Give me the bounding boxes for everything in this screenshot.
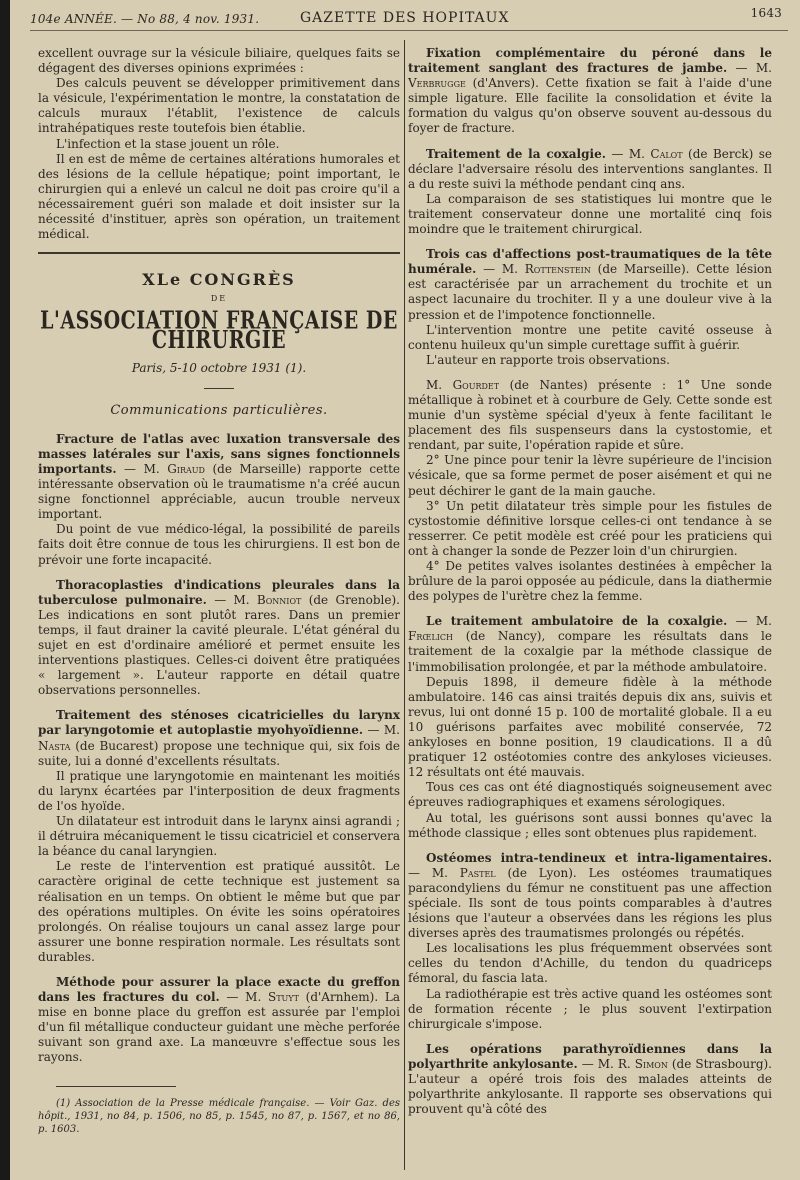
article-author: — M. Rottenstein xyxy=(483,262,591,277)
article-paragraph: Le reste de l'intervention est pratiqué aussitôt. Le caractère original de cette technique est justement sa réalisation en un temps. On obtient le même but que par des opérations multiples. On évite les soins opératoires prolongés. On réalise toujours un canal assez large pour assurer une bonne respiration normale. Les résultats sont durables. xyxy=(38,859,400,964)
article-heading: Méthode pour assurer la place exacte du greffon dans les fractures du col. xyxy=(38,974,400,1005)
article-heading: Le traitement ambulatoire de la coxalgie. xyxy=(426,614,728,629)
intro-paragraph: Il en est de même de certaines altérations humorales et des lésions de la cellule hépatique; point important, le chirurgien qui a enlevé un calcul ne doit pas croire qu'il a nécessairement guéri son malade et doit insister sur la nécessité d'instituer, après son opération, un traitement médical. xyxy=(38,151,400,242)
article-heading: Fixation complémentaire du péroné dans le traitement sanglant des fractures de jambe. xyxy=(408,46,772,76)
article-paragraph: 3° Un petit dilatateur très simple pour les fistules de cystostomie définitive lorsque celles-ci ont tendance à se resserrer. Ce petit modèle est créé pour les praticiens qui ont à changer la sonde de Pezzer loin d'un chirurgien. xyxy=(408,498,772,558)
article-text: (de Strasbourg). L'auteur a opéré trois fois des malades atteints de polyarthrite ankylosante. Il rapporte ses observations qui prouvent qu'à côté des xyxy=(408,1056,772,1117)
article-text: (d'Arnhem). La mise en bonne place du greffon est assurée par l'emploi d'un fil métallique conducteur guidant une mèche perforée suivant son grand axe. La manœuvre s'effectue sous les rayons. xyxy=(38,990,400,1065)
article-text: (de Nantes) présente : 1° Une sonde métallique à robinet et à courbure de Gely. Cette sonde est munie d'un système spécial d'yeux à fente facilitant le placement des fils suspenseurs dans la cystostomie, et rendant, par suite, l'opération rapide et sûre. xyxy=(408,377,773,453)
article-paragraph: La radiothérapie est très active quand les ostéomes sont de formation récente ; le plus souvent l'extirpation chirurgicale s'impose. xyxy=(408,986,772,1031)
article-paragraph: Du point de vue médico-légal, la possibilité de pareils faits doit être connue de tous les chirurgiens. Il est bon de prévoir une forte incapacité. xyxy=(38,522,400,567)
article-author: — M. Bonniot xyxy=(214,592,302,607)
article-text: (de Grenoble). Les indications en sont plutôt rares. Dans un premier temps, il faut drainer la cavité pleurale. L'état général du sujet en est d'ordinaire amélioré et permet ensuite les interventions plastiques. Celles-ci doivent être pratiquées « largement ». L'auteur rapporte en détail quatre observations personnelles. xyxy=(38,592,400,698)
congress-de: DE xyxy=(210,294,228,304)
intro-paragraph: Des calculs peuvent se développer primitivement dans la vésicule, l'expérimentation le montre, la constatation de calculs muraux l'établit, l'existence de calculs intrahépatiques reste toutefois bien établie. xyxy=(38,76,400,136)
article-text: (de Marseille). Cette lésion est caractérisée par un arrachement du trochite et un aspect lacunaire du trochiter. Il y a une douleur vive à la pression et de l'impotence fonctionnelle. xyxy=(408,262,772,322)
article-paragraph: 2° Une pince pour tenir la lèvre supérieure de l'incision vésicale, que sa forme permet de poser aisément et qui ne peut déchirer le gant de la main gauche. xyxy=(408,453,772,498)
article-author: — M. Giraud xyxy=(124,461,205,476)
column-divider xyxy=(404,40,405,1170)
page-number: 1643 xyxy=(750,6,782,20)
article xyxy=(408,378,772,604)
article xyxy=(408,247,772,368)
article-author: — M. R. Simon xyxy=(581,1056,668,1071)
article-paragraph: Un dilatateur est introduit dans le larynx ainsi agrandi ; il détruira mécaniquement le tissu cicatriciel et conservera la béance du canal laryngien. xyxy=(38,814,400,859)
article-paragraph: La comparaison de ses statistiques lui montre que le traitement conservateur donne une mortalité cinq fois moindre que le traitement chirurgical. xyxy=(408,191,772,237)
article-author: — M. Nasta xyxy=(38,723,400,753)
intro-paragraph: excellent ouvrage sur la vésicule biliaire, quelques faits se dégagent des diverses opinions exprimées : xyxy=(38,46,400,76)
short-rule xyxy=(204,388,234,389)
article-text: (de Nancy), compare les résultats dans le traitement de la coxalgie par la méthode classique de l'immobilisation prolongée, et par la méthode ambulatoire. xyxy=(408,629,772,674)
article-text: (de Marseille) rapporte cette intéressante observation où le traumatisme n'a créé aucun signe fonctionnel appréciable, aucun trouble nerveux important. xyxy=(38,461,400,522)
article-text: (de Bucarest) propose une technique qui, six fois de suite, lui a donné d'excellents résultats. xyxy=(38,738,400,768)
article-author: — M. Verbrugge xyxy=(408,61,773,91)
journal-title: GAZETTE DES HOPITAUX xyxy=(300,10,510,26)
article-text: (de Berck) se déclare l'adversaire résolu des interventions sanglantes. Il a du reste suivi la méthode pendant cinq ans. xyxy=(408,146,772,191)
issue-info: 104e ANNÉE. — No 88, 4 nov. 1931. xyxy=(30,12,260,26)
congress-place: Paris, 5-10 octobre 1931 (1). xyxy=(131,360,307,375)
article-heading: Fracture de l'atlas avec luxation transversale des masses latérales sur l'axis, sans signes fonctionnels importants. xyxy=(38,431,400,476)
article-paragraph: Les localisations les plus fréquemment observées sont celles du tendon d'Achille, du tendon du quadriceps fémoral, du fascia lata. xyxy=(408,941,772,986)
article-paragraph: 4° De petites valves isolantes destinées à empêcher la brûlure de la paroi opposée au pédicule, dans la diathermie des polypes de l'urètre chez la femme. xyxy=(408,559,772,604)
article-text: (d'Anvers). Cette fixation se fait à l'aide d'une simple ligature. Elle facilite la consolidation et évite la formation du valgus qu'on observe souvent au-dessous du foyer de fracture. xyxy=(408,76,772,136)
article-author: — M. Frœlich xyxy=(408,614,772,644)
article-author: — M. Calot xyxy=(611,146,683,161)
article xyxy=(38,432,400,568)
congress-title: L'ASSOCIATION FRANÇAISE DE CHIRURGIE xyxy=(40,306,398,355)
article xyxy=(408,614,772,840)
article-heading: Trois cas d'affections post-traumatiques de la tête humérale. xyxy=(408,247,772,277)
article-paragraph: L'auteur en rapporte trois observations. xyxy=(426,352,670,367)
intro-paragraph: L'infection et la stase jouent un rôle. xyxy=(56,136,280,151)
article-heading: Traitement de la coxalgie. xyxy=(426,146,606,161)
article-author: — M. Pastel xyxy=(408,865,496,880)
article xyxy=(408,1042,772,1117)
article-paragraph: Au total, les guérisons sont aussi bonnes qu'avec la méthode classique ; elles sont obtenues plus rapidement. xyxy=(408,810,772,840)
section-rule xyxy=(38,252,400,254)
right-column xyxy=(408,46,772,1127)
congress-number: XLe CONGRÈS xyxy=(142,270,296,290)
article xyxy=(38,578,400,699)
communications-heading: Communications particulières. xyxy=(110,402,328,418)
article xyxy=(38,708,400,965)
article-author: M. Gourdet xyxy=(426,377,500,392)
article xyxy=(408,147,772,238)
article-author: — M. Stuyt xyxy=(226,990,299,1005)
article-heading: Les opérations parathyroïdiennes dans la polyarthrite ankylosante. xyxy=(408,1041,772,1071)
footnote-rule xyxy=(56,1086,176,1087)
article-heading: Thoracoplasties d'indications pleurales dans la tuberculose pulmonaire. xyxy=(38,577,400,607)
article xyxy=(408,851,772,1032)
page-header xyxy=(30,6,788,31)
article-text: (de Lyon). Les ostéomes traumatiques paracondyliens du fémur ne constituent pas une affection spéciale. Ils sont de tous points comparables à d'autres lésions que l'auteur a observées dans les régions les plus diverses après des traumatismes prolongés ou répétés. xyxy=(408,865,772,941)
left-column xyxy=(38,46,400,1136)
article-paragraph: Tous ces cas ont été diagnostiqués soigneusement avec épreuves radiographiques et examens sérologiques. xyxy=(408,780,772,810)
article-heading: Ostéomes intra-tendineux et intra-ligamentaires. xyxy=(426,850,772,865)
article-paragraph: Depuis 1898, il demeure fidèle à la méthode ambulatoire. 146 cas ainsi traités depuis dix ans, suivis et revus, lui ont donné 15 p. 100 de mortalité globale. Il a eu 10 guérisons parfaites avec mobilité conservée, 72 ankyloses en bonne position, 19 claudications. Il a dû pratiquer 12 ostéotomies contre des ankyloses vicieuses. 12 résultats ont été mauvais. xyxy=(408,674,772,780)
article-paragraph: Il pratique une laryngotomie en maintenant les moitiés du larynx écartées par l'interposition de deux fragments de l'os hyoïde. xyxy=(38,768,400,813)
article-heading: Traitement des sténoses cicatricielles du larynx par laryngotomie et autoplastie myohyoïdienne. xyxy=(38,708,400,738)
article xyxy=(38,975,400,1066)
intro-block xyxy=(38,46,400,242)
newspaper-page xyxy=(10,0,800,1180)
article xyxy=(408,46,772,137)
article-paragraph: L'intervention montre une petite cavité osseuse à contenu huileux qu'un simple curettage suffit à guérir. xyxy=(408,322,772,352)
footnote: (1) Association de la Presse médicale française. — Voir Gaz. des hôpit., 1931, no 84, p. 1506, no 85, p. 1545, no 87, p. 1567, et no 86, p. 1603. xyxy=(38,1097,400,1135)
